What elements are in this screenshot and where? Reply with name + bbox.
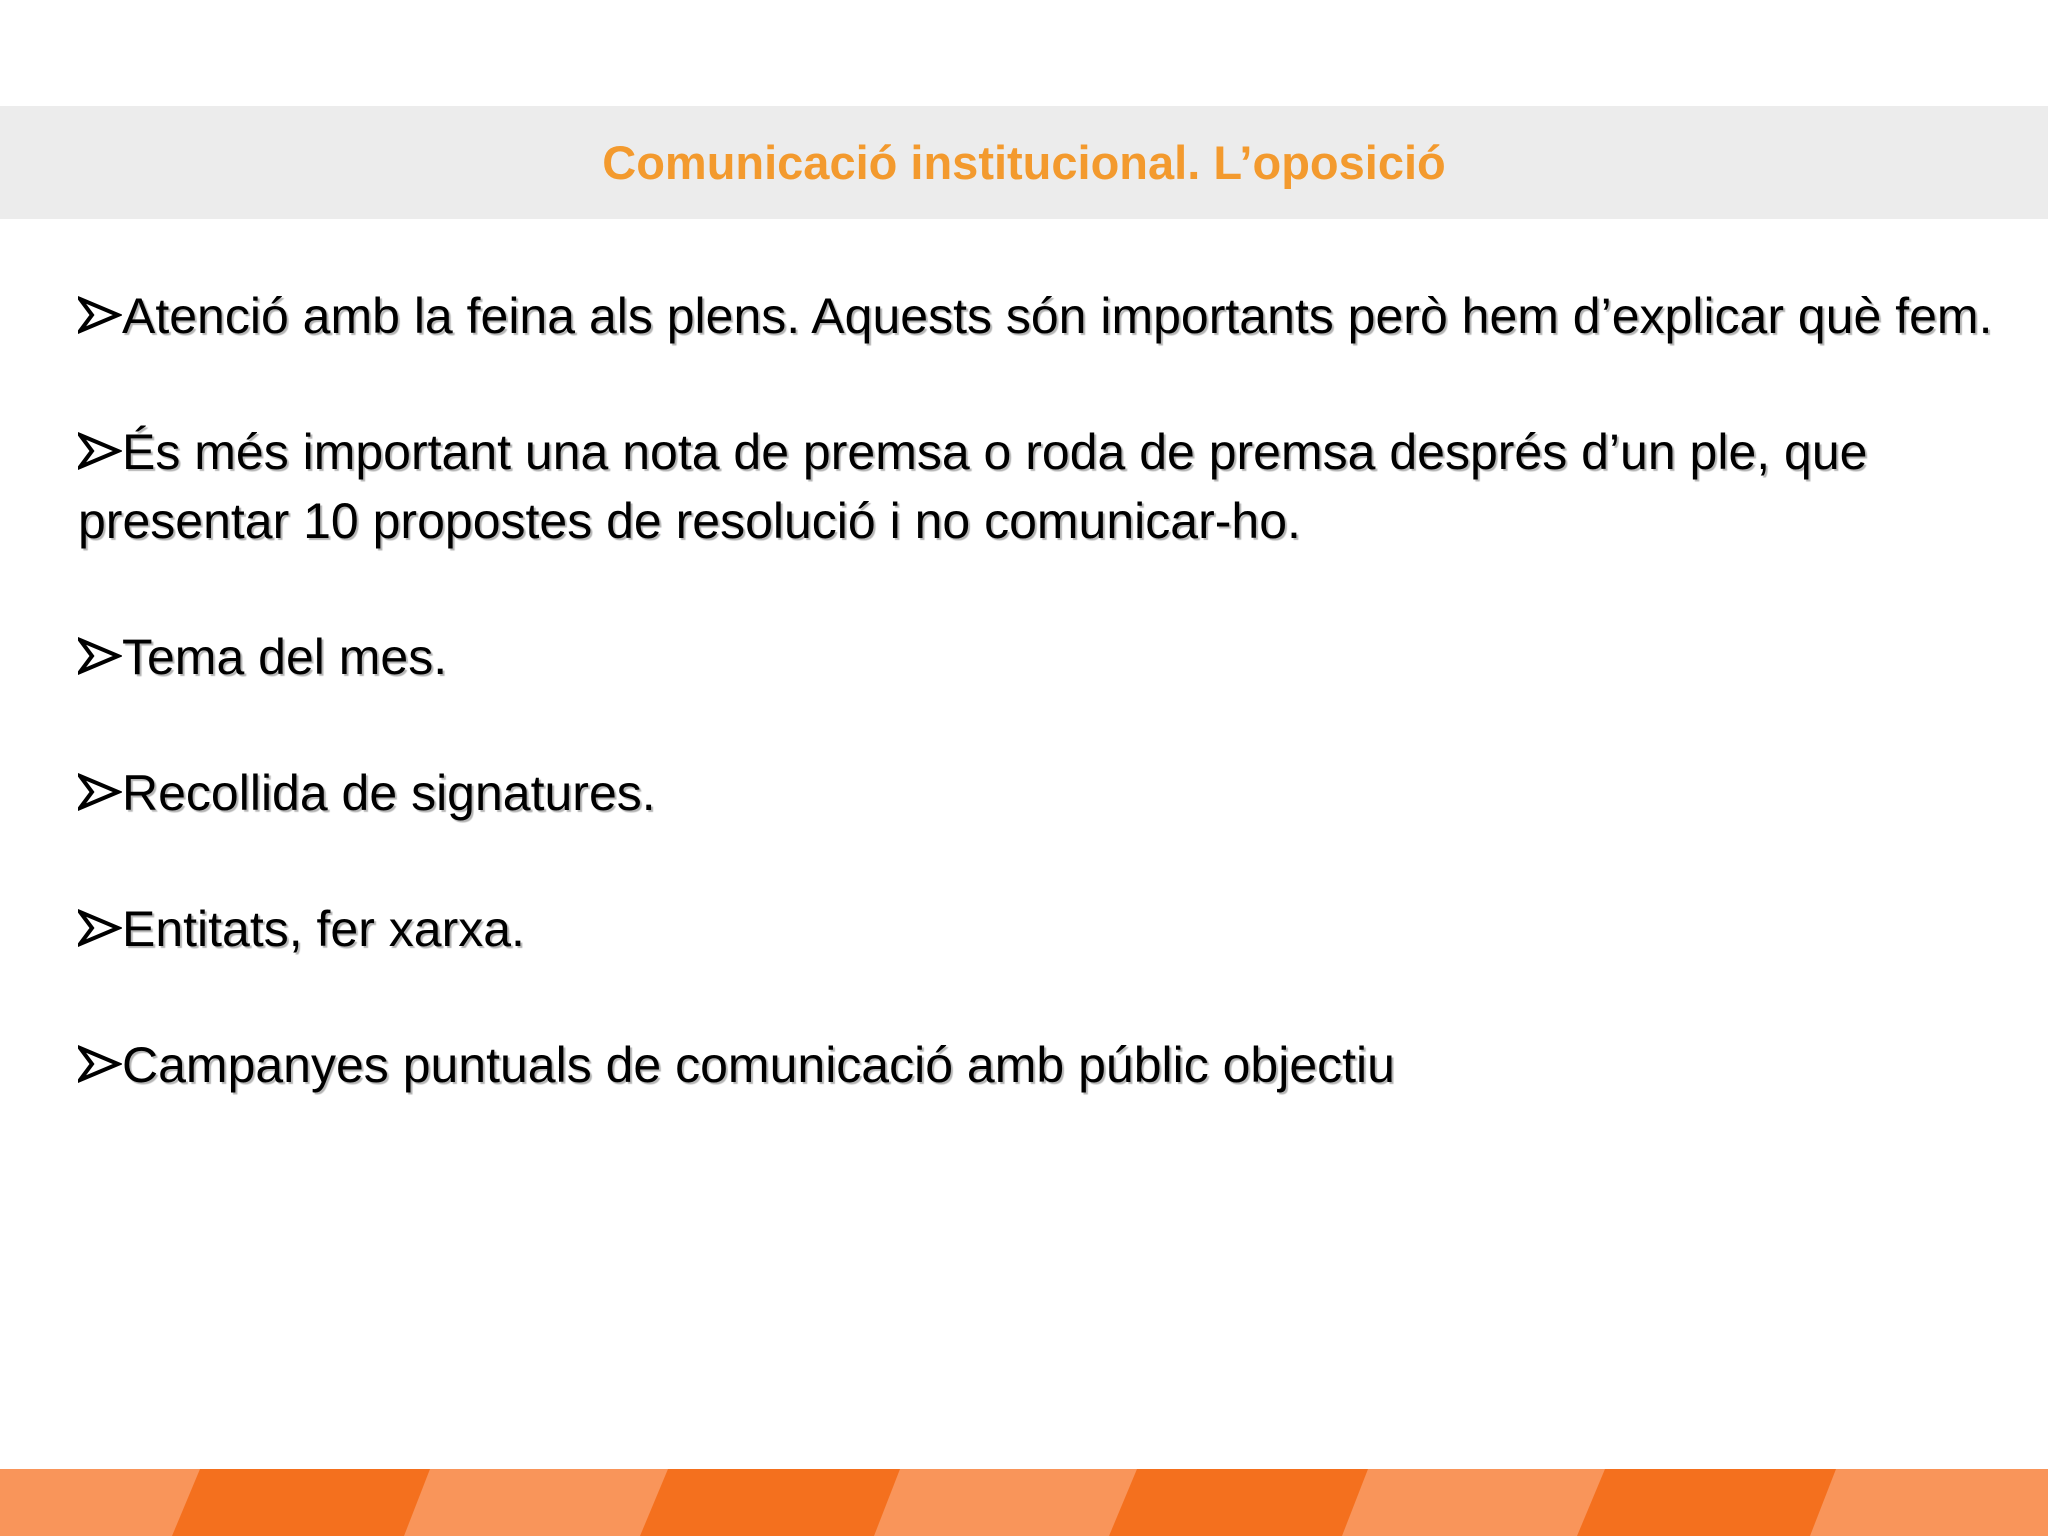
arrow-bullet-icon (78, 636, 122, 676)
arrow-bullet-icon (78, 908, 122, 948)
bullet-item (78, 759, 1998, 828)
arrow-bullet-icon (78, 772, 122, 812)
arrow-bullet-icon (78, 431, 122, 471)
bullet-text: És més important una nota de premsa o roda de premsa després d’un ple, que presentar 10 propostes de resolució i no comunicar-ho. (78, 424, 1868, 549)
bullet-text: Tema del mes. (122, 629, 448, 685)
bullet-item (78, 895, 1998, 964)
bullet-text: Entitats, fer xarxa. (122, 901, 525, 957)
title-bar (0, 106, 2048, 219)
footer-stripes (0, 1469, 2048, 1536)
slide-title: Comunicació institucional. L’oposició (602, 136, 1446, 189)
bullet-text: Campanyes puntuals de comunicació amb públic objectiu (122, 1037, 1395, 1093)
bullet-text: Recollida de signatures. (122, 765, 656, 821)
bullet-item (78, 1031, 1998, 1100)
bullet-item (78, 418, 1998, 556)
bullet-list (78, 282, 1998, 1167)
bullet-item (78, 623, 1998, 692)
bullet-item (78, 282, 1998, 351)
arrow-bullet-icon (78, 1044, 122, 1084)
arrow-bullet-icon (78, 295, 122, 335)
bullet-text: Atenció amb la feina als plens. Aquests són importants però hem d’explicar què fem. (122, 288, 1993, 344)
